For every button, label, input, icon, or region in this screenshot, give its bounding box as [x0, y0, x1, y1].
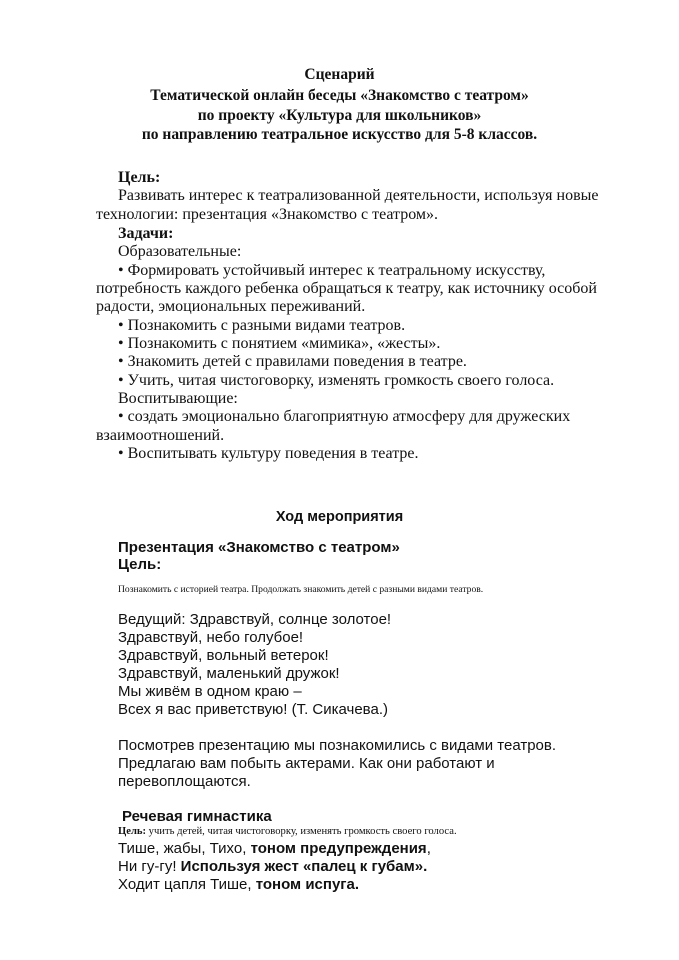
tasks-heading: Задачи: [118, 225, 174, 242]
upbringing-heading: Воспитывающие: [118, 390, 238, 407]
educational-heading: Образовательные: [118, 243, 242, 260]
speech-heading: Речевая гимнастика [122, 808, 272, 825]
speech-goal-label: Цель: [118, 826, 147, 837]
poem-line: Ведущий: Здравствуй, солнце золотое! [118, 611, 392, 628]
task-item-cont: радости, эмоциональных переживаний. [96, 298, 366, 315]
twister-text: Ни гу-гу! [118, 858, 181, 875]
event-heading: Ход мероприятия [275, 509, 404, 525]
poem-line: Мы живём в одном краю – [118, 683, 302, 700]
twister-text: Ходит цапля Тише, [118, 876, 256, 893]
presentation-title: Презентация «Знакомство с театром» [118, 539, 400, 556]
paragraph-cont: перевоплощаются. [118, 773, 251, 790]
task-item: • Знакомить детей с правилами поведения в театре. [118, 353, 467, 370]
tongue-twister-line [118, 840, 431, 858]
poem-line: Здравствуй, маленький дружок! [118, 665, 340, 682]
goal-heading: Цель: [118, 169, 161, 186]
task-item: • создать эмоционально благоприятную атмосферу для дружеских [118, 408, 571, 425]
goal-text-line: технологии: презентация «Знакомство с театром». [96, 206, 439, 223]
speech-goal [118, 825, 457, 838]
tongue-twister-line [118, 876, 359, 894]
doc-project: по проекту «Культура для школьников» [197, 107, 482, 124]
twister-text: , [426, 840, 431, 857]
twister-instruction: Используя жест «палец к губам». [180, 858, 428, 875]
task-item: • Учить, читая чистоговорку, изменять громкость своего голоса. [118, 372, 555, 389]
task-item: • Формировать устойчивый интерес к театральному искусству, [118, 262, 546, 279]
speech-goal-text: учить детей, читая чистоговорку, изменять громкость своего голоса. [146, 826, 457, 837]
poem-line: Всех я вас приветствую! (Т. Сикачева.) [118, 701, 388, 718]
task-item: • Воспитывать культуру поведения в театре. [118, 445, 419, 462]
paragraph: Предлагаю вам побыть актерами. Как они работают и [118, 755, 495, 772]
doc-title: Сценарий [304, 66, 375, 83]
presentation-goal-text: Познакомить с историей театра. Продолжать знакомить детей с разными видами театров. [118, 584, 484, 595]
doc-subtitle: Тематической онлайн беседы «Знакомство с театром» [150, 87, 529, 104]
poem-line: Здравствуй, небо голубое! [118, 629, 304, 646]
twister-instruction: тоном испуга. [255, 876, 360, 893]
presentation-goal-label: Цель: [118, 556, 162, 573]
poem-line: Здравствуй, вольный ветерок! [118, 647, 329, 664]
doc-direction: по направлению театральное искусство для 5-8 классов. [141, 126, 538, 143]
goal-text-line: Развивать интерес к театрализованной деятельности, используя новые [118, 187, 599, 204]
twister-instruction: тоном предупреждения [250, 840, 427, 857]
paragraph: Посмотрев презентацию мы познакомились с видами театров. [118, 737, 557, 754]
task-item-cont: взаимоотношений. [96, 427, 225, 444]
task-item-cont: потребность каждого ребенка обращаться к театру, как источнику особой [96, 280, 597, 297]
twister-text: Тише, жабы, Тихо, [118, 840, 251, 857]
task-item: • Познакомить с разными видами театров. [118, 317, 406, 334]
task-item: • Познакомить с понятием «мимика», «жесты». [118, 335, 441, 352]
tongue-twister-line [118, 858, 427, 876]
